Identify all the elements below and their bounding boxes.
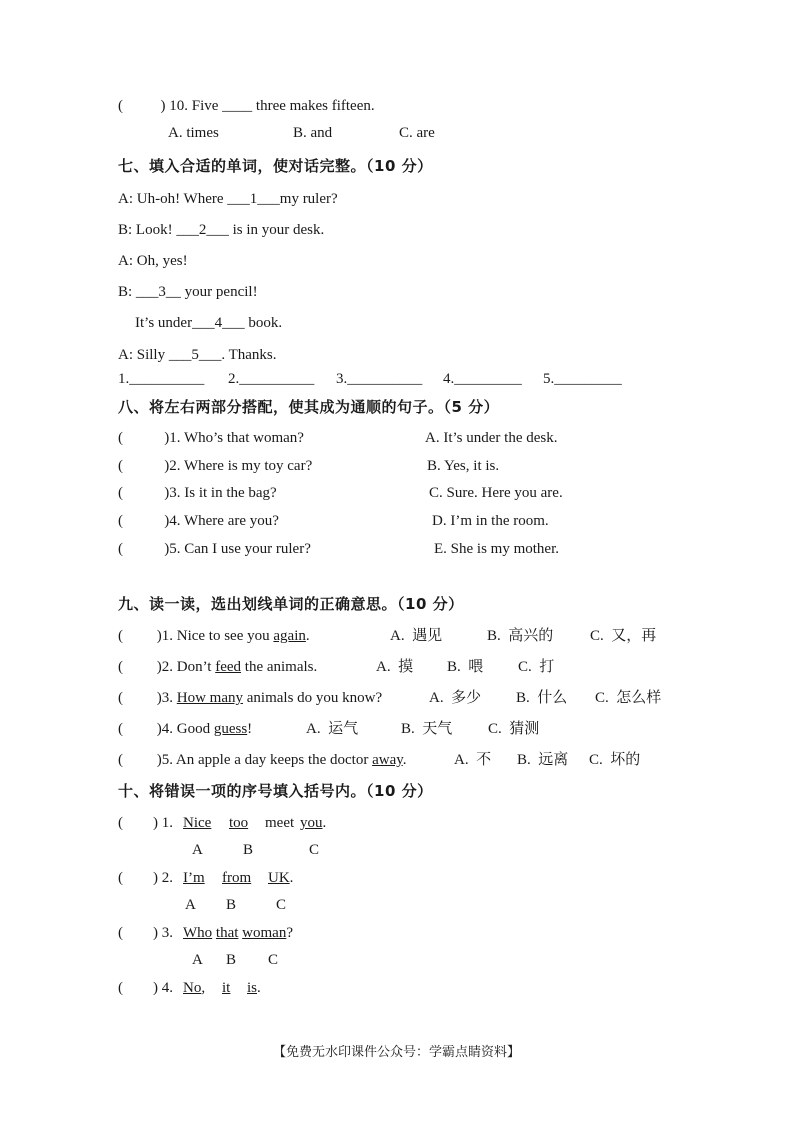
option-a: A. 遇见	[390, 628, 443, 644]
section-8-heading: 八、将左右两部分搭配，使其成为通顺的句子。（5 分）	[118, 398, 500, 416]
error-word-c: woman	[242, 925, 287, 941]
match-left-item: ( )2. Where is my toy car?	[118, 458, 313, 474]
vocab-question-2: ( )2. Don’t feed the animals.	[118, 659, 318, 675]
error-sentence-3: Who that woman?	[183, 925, 294, 941]
error-word-c: you.	[300, 815, 327, 831]
label-b: B	[226, 897, 237, 913]
q10-option-b: B. and	[293, 125, 333, 141]
match-right-item: A. It’s under the desk.	[425, 430, 558, 446]
match-right-item: E. She is my mother.	[434, 541, 559, 557]
vocab-question-5: ( )5. An apple a day keeps the doctor away.	[118, 752, 407, 768]
vocab-question-4: ( )4. Good guess!	[118, 721, 253, 737]
label-a: A	[185, 897, 196, 913]
error-word-c: is.	[247, 980, 261, 996]
match-right-item: D. I’m in the room.	[432, 513, 549, 529]
underlined-word: again	[273, 628, 306, 644]
label-b: B	[243, 842, 254, 858]
match-left-item: ( )5. Can I use your ruler?	[118, 541, 311, 557]
error-question-4-paren: ( ) 4.	[118, 980, 173, 996]
answer-blank-5[interactable]: 5._________	[543, 371, 622, 387]
option-a: A. 多少	[429, 690, 482, 706]
match-left-item: ( )3. Is it in the bag?	[118, 485, 277, 501]
dialogue-line: It’s under___4___ book.	[135, 315, 283, 331]
error-word-b: that	[215, 925, 239, 941]
label-c: C	[309, 842, 320, 858]
label-c: C	[276, 897, 287, 913]
q10-option-c: C. are	[399, 125, 435, 141]
section-7-heading: 七、填入合适的单词，使对话完整。（10 分）	[118, 157, 433, 175]
answer-blank-1[interactable]: 1.__________	[118, 371, 205, 387]
error-word-b: it	[222, 980, 231, 996]
option-c: C. 坏的	[589, 752, 641, 768]
underlined-word: How many	[176, 690, 243, 706]
q10-question: ( ) 10. Five ____ three makes fifteen.	[118, 98, 375, 114]
option-c: C. 猜测	[488, 721, 540, 737]
error-word-a: I’m	[183, 870, 205, 886]
label-a: A	[192, 952, 203, 968]
option-a: A. 不	[454, 752, 492, 768]
option-b: B. 喂	[447, 659, 484, 675]
error-question-1-paren: ( ) 1.	[118, 815, 173, 831]
match-left-item: ( )4. Where are you?	[118, 513, 279, 529]
error-word-a: Who	[183, 925, 213, 941]
match-right-item: B. Yes, it is.	[427, 458, 500, 474]
match-left-item: ( )1. Who’s that woman?	[118, 430, 304, 446]
underlined-word: guess	[213, 721, 248, 737]
dialogue-line: A: Uh-oh! Where ___1___my ruler?	[118, 191, 338, 207]
option-c: C. 打	[518, 659, 555, 675]
error-question-2-paren: ( ) 2.	[118, 870, 173, 886]
answer-blank-3[interactable]: 3.__________	[336, 371, 423, 387]
vocab-question-3: ( )3. How many animals do you know?	[118, 690, 383, 706]
error-word-b: too	[229, 815, 249, 831]
option-c: C. 又，再	[590, 628, 657, 644]
match-right-item: C. Sure. Here you are.	[429, 485, 563, 501]
error-word-a: Nice	[183, 815, 212, 831]
error-word-c: UK.	[268, 870, 294, 886]
option-b: B. 什么	[516, 690, 568, 706]
q10-option-a: A. times	[168, 125, 219, 141]
option-b: B. 远离	[517, 752, 569, 768]
option-b: B. 天气	[401, 721, 453, 737]
label-c: C	[268, 952, 279, 968]
dialogue-line: B: Look! ___2___ is in your desk.	[118, 222, 325, 238]
section-9-heading: 九、读一读，选出划线单词的正确意思。（10 分）	[118, 595, 464, 613]
label-a: A	[192, 842, 203, 858]
dialogue-line: B: ___3__ your pencil!	[118, 284, 258, 300]
answer-blank-4[interactable]: 4._________	[443, 371, 522, 387]
error-word-b: from	[222, 870, 252, 886]
page-footer: 【免费无水印课件公众号：学霸点睛资料】	[272, 1045, 520, 1060]
dialogue-line: A: Silly ___5___. Thanks.	[118, 347, 277, 363]
option-a: A. 运气	[306, 721, 359, 737]
sentence-word: meet	[265, 815, 295, 831]
answer-blank-2[interactable]: 2.__________	[228, 371, 315, 387]
vocab-question-1: ( )1. Nice to see you again.	[118, 628, 310, 644]
section-10-heading: 十、将错误一项的序号填入括号内。（10 分）	[118, 782, 433, 800]
option-a: A. 摸	[376, 659, 414, 675]
label-b: B	[226, 952, 237, 968]
option-c: C. 怎么样	[595, 690, 662, 706]
error-word-a: No,	[183, 980, 206, 996]
option-b: B. 高兴的	[487, 628, 554, 644]
error-question-3-paren: ( ) 3.	[118, 925, 173, 941]
underlined-word: away	[372, 752, 403, 768]
underlined-word: feed	[215, 659, 242, 675]
dialogue-line: A: Oh, yes!	[118, 253, 188, 269]
